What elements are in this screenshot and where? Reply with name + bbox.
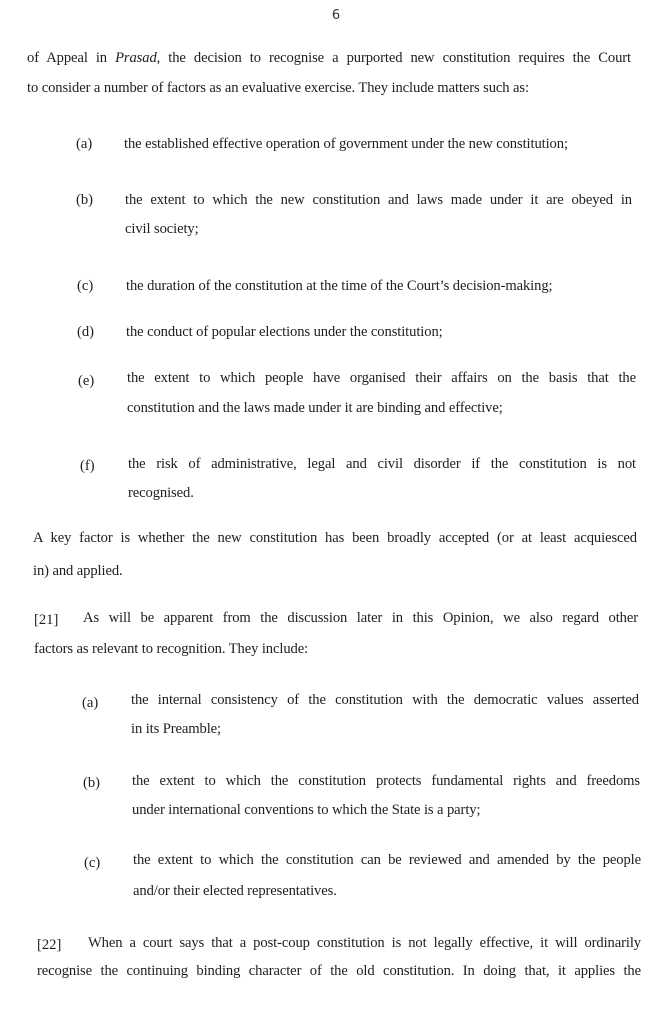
paragraph-text: recognise the continuing binding character of the old constitution. In doing that, it applies the: [37, 963, 641, 979]
list-text: the established effective operation of government under the new constitution;: [124, 136, 568, 152]
paragraph-number: [22]: [37, 937, 62, 953]
paragraph-text: factors as relevant to recognition. They include:: [34, 641, 309, 657]
key-factor-line-1: A key factor is whether the new constitution has been broadly accepted (or at least acquiesced: [33, 530, 637, 546]
list-text: under international conventions to which the State is a party;: [132, 802, 481, 818]
list-label: (c): [84, 855, 101, 871]
list-text: the extent to which the constitution protects fundamental rights and freedoms: [132, 773, 640, 789]
list-label: (b): [83, 775, 101, 791]
paragraph-text: When a court says that a post-coup constitution is not legally effective, it will ordinarily: [88, 935, 641, 951]
list-label: (d): [77, 324, 95, 340]
list-label: (f): [80, 458, 95, 474]
list-text: civil society;: [125, 221, 199, 237]
intro-line-2: to consider a number of factors as an evaluative exercise. They include matters such as:: [27, 80, 529, 96]
list-text: recognised.: [128, 485, 194, 501]
list-text: the risk of administrative, legal and civil disorder if the constitution is not: [128, 456, 636, 472]
paragraph-text: As will be apparent from the discussion later in this Opinion, we also regard other: [83, 610, 638, 626]
list-label: (c): [77, 278, 94, 294]
intro-text-pre: of Appeal in: [27, 50, 116, 66]
list-text: the extent to which people have organised their affairs on the basis that the: [127, 370, 636, 386]
case-name-prasad: Prasad: [115, 50, 157, 66]
list-label: (a): [82, 695, 99, 711]
key-factor-line-2: in) and applied.: [33, 563, 123, 579]
list-text: the internal consistency of the constitution with the democratic values asserted: [131, 692, 639, 708]
list-text: the duration of the constitution at the time of the Court’s decision-making;: [126, 278, 553, 294]
list-text: in its Preamble;: [131, 721, 222, 737]
intro-text-post: , the decision to recognise a purported new constitution requires the Court: [156, 50, 631, 66]
list-label: (e): [78, 373, 95, 389]
intro-line-1: [27, 50, 631, 67]
page-number: 6: [331, 8, 341, 23]
list-text: the extent to which the constitution can be reviewed and amended by the people: [133, 852, 641, 868]
list-text: the extent to which the new constitution and laws made under it are obeyed in: [125, 192, 632, 208]
list-text: the conduct of popular elections under the constitution;: [126, 324, 443, 340]
list-label: (b): [76, 192, 94, 208]
paragraph-number: [21]: [34, 612, 59, 628]
list-text: and/or their elected representatives.: [133, 883, 337, 899]
list-text: constitution and the laws made under it are binding and effective;: [127, 400, 503, 416]
list-label: (a): [76, 136, 93, 152]
